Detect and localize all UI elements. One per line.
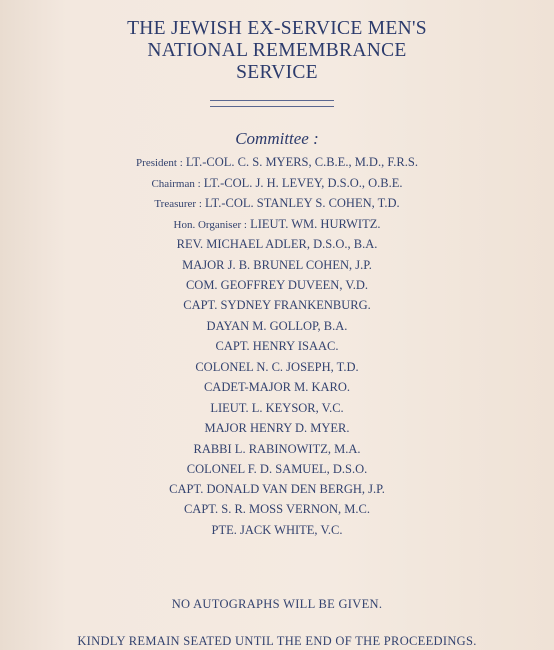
committee-member: REV. MICHAEL ADLER, D.S.O., B.A. [176, 237, 378, 251]
no-autographs-notice: NO AUTOGRAPHS WILL BE GIVEN. [171, 597, 383, 611]
officer-role: Treasurer : [154, 198, 202, 210]
committee-member: CADET-MAJOR M. KARO. [203, 380, 351, 394]
officer-entry-chairman [0, 176, 554, 191]
committee-member: CAPT. DONALD VAN DEN BERGH, J.P. [169, 482, 385, 496]
officer-name: LT.-COL. J. H. LEVEY, D.S.O., O.B.E. [203, 176, 403, 190]
committee-member: COM. GEOFFREY DUVEEN, V.D. [185, 278, 369, 292]
officer-name: LT.-COL. STANLEY S. COHEN, T.D. [205, 196, 400, 210]
committee-member: COLONEL F. D. SAMUEL, D.S.O. [186, 462, 368, 476]
officer-entry-president [0, 155, 554, 170]
committee-member: MAJOR HENRY D. MYER. [204, 421, 350, 435]
title-line-3: SERVICE [236, 62, 318, 83]
officer-role: Chairman : [151, 178, 201, 190]
committee-member: MAJOR J. B. BRUNEL COHEN, J.P. [182, 258, 372, 272]
remain-seated-notice: KINDLY REMAIN SEATED UNTIL THE END OF THE PROCEEDINGS. [77, 634, 477, 648]
officer-entry-hon-organiser [0, 217, 554, 232]
committee-member: LIEUT. L. KEYSOR, V.C. [210, 401, 344, 415]
committee-member: COLONEL N. C. JOSEPH, T.D. [195, 360, 359, 374]
officer-role: President : [136, 157, 183, 169]
committee-member: CAPT. HENRY ISAAC. [215, 339, 339, 353]
committee-member: PTE. JACK WHITE, V.C. [211, 523, 343, 537]
committee-heading: Committee : [235, 129, 319, 148]
officer-name: LIEUT. WM. HURWITZ. [250, 217, 381, 231]
officer-name: LT.-COL. C. S. MYERS, C.B.E., M.D., F.R.S. [185, 155, 418, 169]
double-rule-divider [210, 100, 334, 107]
committee-member: CAPT. SYDNEY FRANKENBURG. [183, 298, 371, 312]
committee-member: CAPT. S. R. MOSS VERNON, M.C. [183, 502, 371, 516]
committee-member: RABBI L. RABINOWITZ, M.A. [193, 442, 361, 456]
page-title [0, 18, 554, 84]
title-line-2: NATIONAL REMEMBRANCE [147, 40, 407, 61]
committee-member: DAYAN M. GOLLOP, B.A. [206, 319, 348, 333]
officer-entry-treasurer [0, 196, 554, 211]
officer-role: Hon. Organiser : [173, 219, 247, 231]
title-line-1: THE JEWISH EX-SERVICE MEN'S [127, 18, 427, 39]
